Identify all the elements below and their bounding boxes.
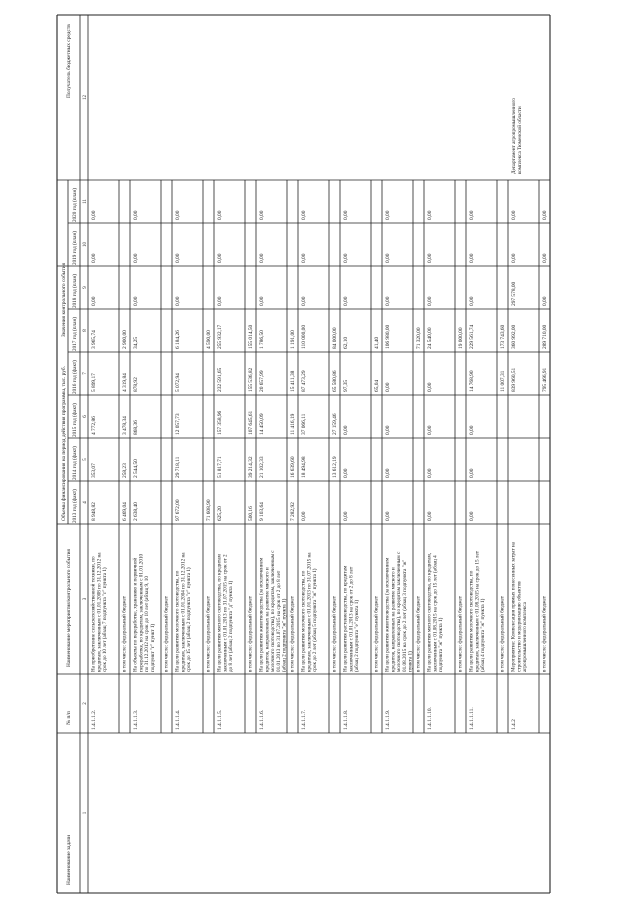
value-cell: 15 411,38 bbox=[290, 370, 296, 392]
value-cell: 0,00 bbox=[91, 296, 97, 306]
value-cell: 1 786,50 bbox=[259, 330, 265, 349]
table-row bbox=[247, 324, 255, 672]
row-number: 1.4.1.1.8. bbox=[343, 709, 349, 730]
header-indicator: Значения контрольного события bbox=[61, 262, 67, 337]
table-body bbox=[90, 98, 549, 730]
value-cell: 625,20 bbox=[217, 506, 223, 521]
event-text: в том числе: федеральный бюджет bbox=[247, 595, 254, 672]
value-cell: 20 657,99 bbox=[259, 370, 265, 392]
value-cell: 4 590,00 bbox=[206, 330, 212, 349]
event-text: На цели развития растениеводства, по кредитамзаключенным с 01.01.2013 на срок от 2 до 8 лет(абзац 2 подпункта "е" пункта 1) bbox=[342, 565, 361, 672]
event-text: в том числе: федеральный бюджет bbox=[499, 595, 506, 672]
value-cell: 0,00 bbox=[427, 253, 433, 263]
table-row bbox=[469, 210, 487, 730]
value-cell: 255 932,17 bbox=[217, 324, 223, 349]
table-row bbox=[132, 210, 156, 730]
value-cell: 97 672,00 bbox=[175, 499, 181, 521]
event-text: На цели развития животноводства (за исключениемкредитов, направленных на развитие мясного имолочного скотоводства), по кредитам заключенным с01.08.2015 на срок до 2 лет (абзац 3 подпункта "ж"пункта 1) bbox=[384, 551, 414, 672]
value-cell: 19 000,00 bbox=[458, 327, 464, 349]
value-cell: 0,00 bbox=[301, 511, 307, 521]
value-cell: 65,04 bbox=[374, 379, 380, 392]
row-number: 1.4.2 bbox=[511, 719, 517, 730]
value-cell: 62,10 bbox=[343, 336, 349, 349]
table-row bbox=[384, 210, 414, 730]
value-cell: 18 494,98 bbox=[301, 456, 307, 478]
value-cell: 71 320,00 bbox=[416, 327, 422, 349]
value-cell: 353,07 bbox=[91, 463, 97, 478]
value-cell: 155 014,50 bbox=[248, 324, 254, 349]
value-cell: 6 184,26 bbox=[175, 330, 181, 349]
value-cell: 0,00 bbox=[385, 210, 391, 220]
table-row bbox=[541, 210, 549, 672]
row-number: 1.4.1.1.3. bbox=[133, 709, 139, 730]
value-cell: 2 544,50 bbox=[133, 459, 139, 478]
value-cell: 155 536,82 bbox=[248, 367, 254, 392]
value-cell: 0,00 bbox=[511, 253, 517, 263]
event-text: в том числе: федеральный бюджет bbox=[331, 595, 338, 672]
header-num: № п/п bbox=[66, 711, 72, 725]
value-cell: 0,00 bbox=[469, 468, 475, 478]
value-cell: 232 591,65 bbox=[217, 367, 223, 392]
value-cell: 297 578,00 bbox=[511, 281, 517, 306]
column-number: 11 bbox=[83, 199, 88, 204]
value-cell: 2 638,40 bbox=[133, 502, 139, 521]
value-cell: 39 214,32 bbox=[248, 456, 254, 478]
value-cell: 0,00 bbox=[343, 511, 349, 521]
column-number: 6 bbox=[83, 415, 88, 418]
value-cell: 0,00 bbox=[542, 296, 548, 306]
value-cell: 0,00 bbox=[469, 210, 475, 220]
value-cell: 0,00 bbox=[427, 382, 433, 392]
event-text: в том числе: федеральный бюджет bbox=[121, 595, 128, 672]
table-row bbox=[511, 98, 529, 730]
value-cell: 0,00 bbox=[542, 253, 548, 263]
value-cell: 34,25 bbox=[133, 336, 139, 349]
value-cell: 0,00 bbox=[469, 511, 475, 521]
value-cell: 0,00 bbox=[301, 210, 307, 220]
value-cell: 868,36 bbox=[133, 420, 139, 435]
value-cell: 51 817,71 bbox=[217, 456, 223, 478]
row-number: 1.4.1.1.6. bbox=[259, 709, 265, 730]
event-text: в том числе: федеральный бюджет bbox=[373, 595, 380, 672]
event-text: На цели развития молочного скотоводства, покредитам, заключенным с 01.01.2004 по 31.12.2012 насрок до 15 лет (абзац 2 подпункта "г" пункта 1) bbox=[174, 552, 193, 672]
value-cell: 500,16 bbox=[248, 506, 254, 521]
value-cell: 5 899,17 bbox=[91, 373, 97, 392]
year-2017: 2017 год (план) bbox=[72, 317, 78, 351]
column-number: 3 bbox=[83, 597, 88, 601]
event-text: На цели развития молочного скотоводства, покредитам, заключенным с 01.01.2013 по 31.07.2015 насрок до 2 лет (абзац 5 подпункта "ж" пункта 1) bbox=[300, 552, 319, 672]
event-text: в том числе: федеральный бюджет bbox=[415, 595, 422, 672]
value-cell: 11 007,31 bbox=[500, 370, 506, 392]
value-cell: 11 416,19 bbox=[290, 413, 296, 435]
recipient-text: Департамент агропромышленногокомплекса Тюменской области bbox=[511, 98, 523, 174]
year-2019: 2019 год (план) bbox=[72, 231, 78, 265]
event-text: На цели развития мясного скотоводства, по кредитам,заключенным с 01.08.2015 на срок до 15 лет (абзац 4подпункта "ж" пункта 1) bbox=[426, 552, 445, 672]
value-cell: 97,35 bbox=[343, 379, 349, 392]
value-cell: 24 540,00 bbox=[427, 327, 433, 349]
value-cell: 173 743,60 bbox=[500, 324, 506, 349]
table-row bbox=[289, 330, 297, 672]
value-cell: 0,00 bbox=[343, 468, 349, 478]
header-recipient: Получатель бюджетных средств bbox=[66, 24, 72, 98]
event-text: в том числе: федеральный бюджет bbox=[541, 595, 548, 672]
table-row bbox=[343, 210, 361, 730]
table-row bbox=[205, 330, 213, 672]
column-numbers-row bbox=[83, 95, 88, 815]
value-cell: 0,00 bbox=[217, 296, 223, 306]
table-row bbox=[415, 327, 423, 672]
value-cell: 0,00 bbox=[91, 253, 97, 263]
value-cell: 37 066,11 bbox=[301, 413, 307, 435]
table-row bbox=[175, 210, 193, 730]
row-number: 1.4.1.1.2. bbox=[91, 709, 97, 730]
value-cell: 13 612,19 bbox=[332, 456, 338, 478]
value-cell: 3 965,74 bbox=[91, 330, 97, 349]
table-row bbox=[499, 324, 507, 672]
header-funding: Объемы финансирования на период действия программы, тыс. руб. bbox=[61, 366, 67, 521]
value-cell: 3 478,34 bbox=[122, 416, 128, 435]
table-row bbox=[121, 330, 129, 672]
value-cell: 0,00 bbox=[427, 425, 433, 435]
column-number: 12 bbox=[83, 95, 88, 100]
value-cell: 0,00 bbox=[385, 468, 391, 478]
value-cell: 0,00 bbox=[259, 210, 265, 220]
value-cell: 878,92 bbox=[133, 377, 139, 392]
column-number: 10 bbox=[83, 242, 88, 247]
value-cell: 65 580,86 bbox=[332, 370, 338, 392]
value-cell: 0,00 bbox=[469, 296, 475, 306]
value-cell: 0,00 bbox=[175, 253, 181, 263]
table-row bbox=[217, 210, 235, 730]
column-number: 5 bbox=[83, 458, 88, 461]
value-cell: 21 102,33 bbox=[259, 456, 265, 478]
event-text: На объекты по переработке, хранению и первичнойпереработке, по кредитам, заключенным с 01.01.2010по 31.12.2012 на срок до 10 лет (абзац 9, 10подпункт "г" пункт 1) bbox=[132, 553, 156, 672]
table-row bbox=[427, 210, 445, 730]
event-text: в том числе: федеральный бюджет bbox=[205, 595, 212, 672]
row-number: 1.4.1.1.5. bbox=[217, 709, 223, 730]
value-cell: 0,00 bbox=[343, 253, 349, 263]
column-number: 4 bbox=[83, 501, 88, 504]
value-cell: 157 358,96 bbox=[217, 410, 223, 435]
value-cell: 106 980,00 bbox=[385, 324, 391, 349]
header-event: Наименование мероприятия/контрольного события bbox=[66, 549, 72, 667]
row-number: 1.4.1.1.10. bbox=[427, 707, 433, 730]
value-cell: 29 718,11 bbox=[175, 456, 181, 478]
value-cell: 7 282,92 bbox=[290, 502, 296, 521]
value-cell: 0,00 bbox=[343, 425, 349, 435]
value-cell: 87 473,29 bbox=[301, 370, 307, 392]
value-cell: 84 000,00 bbox=[332, 327, 338, 349]
year-2014: 2014 год (факт) bbox=[72, 446, 78, 480]
event-text: в том числе: федеральный бюджет bbox=[289, 595, 296, 672]
column-number: 9 bbox=[83, 286, 88, 289]
value-cell: 0,00 bbox=[175, 296, 181, 306]
value-cell: 0,00 bbox=[385, 425, 391, 435]
value-cell: 27 159,46 bbox=[332, 413, 338, 435]
column-number: 2 bbox=[83, 702, 88, 705]
value-cell: 14 450,09 bbox=[259, 413, 265, 435]
table-row bbox=[90, 210, 109, 730]
value-cell: 360 992,00 bbox=[511, 324, 517, 349]
value-cell: 258,23 bbox=[122, 463, 128, 478]
header-task: Наименование задачи bbox=[66, 835, 72, 885]
value-cell: 0,00 bbox=[385, 296, 391, 306]
event-text: На цели развития животноводства (за исключениемкредитов, направленных на развитие мясного имолочного скотоводства), по кредитам, заключенным с01.01.2013 по 31.07.2015 на срок от 2 до 8 лет(абзац 2 подпункта "ж" пункта 1) bbox=[258, 550, 288, 672]
value-cell: 107 645,61 bbox=[248, 410, 254, 435]
column-number: 1 bbox=[83, 811, 88, 815]
event-text: На приобретение сельскохозяйственной техники, покредитам, заключенным с 01.01.2008 по 31.12.2012 насрок до 10 лет (абзац 7 подпункта "г" пункта 1) bbox=[90, 552, 109, 672]
table-grid bbox=[57, 15, 550, 893]
value-cell: 0,00 bbox=[427, 511, 433, 521]
value-cell: 0,00 bbox=[259, 296, 265, 306]
value-cell: 289 710,00 bbox=[542, 324, 548, 349]
value-cell: 0,00 bbox=[427, 296, 433, 306]
value-cell: 795 466,91 bbox=[542, 367, 548, 392]
value-cell: 4 772,86 bbox=[91, 416, 97, 435]
value-cell: 0,00 bbox=[469, 253, 475, 263]
value-cell: 4 319,84 bbox=[122, 373, 128, 392]
year-2013: 2013 год (факт) bbox=[72, 489, 78, 523]
value-cell: 0,00 bbox=[133, 296, 139, 306]
value-cell: 0,00 bbox=[427, 210, 433, 220]
value-cell: 1 191,00 bbox=[290, 330, 296, 349]
value-cell: 0,00 bbox=[133, 210, 139, 220]
value-cell: 0,00 bbox=[301, 253, 307, 263]
value-cell: 229 561,74 bbox=[469, 324, 475, 349]
table-row bbox=[301, 210, 319, 730]
value-cell: 14 768,90 bbox=[469, 370, 475, 392]
value-cell: 0,00 bbox=[542, 210, 548, 220]
value-cell: 6 469,04 bbox=[122, 502, 128, 521]
table-row bbox=[457, 327, 465, 672]
table-row bbox=[258, 210, 288, 730]
table-row bbox=[373, 337, 381, 672]
value-cell: 0,00 bbox=[385, 382, 391, 392]
event-text: Мероприятие: Компенсация прямых понесенных затрат настроительство и модернизацию объектовагропромышленного комплекса bbox=[510, 542, 529, 672]
event-text: в том числе: федеральный бюджет bbox=[163, 595, 170, 672]
table-row bbox=[163, 595, 170, 672]
year-2016: 2016 год (факт) bbox=[72, 360, 78, 394]
row-number: 1.4.1.1.11. bbox=[469, 707, 475, 730]
value-cell: 0,00 bbox=[91, 210, 97, 220]
value-cell: 5 072,94 bbox=[175, 373, 181, 392]
row-number: 1.4.1.1.9. bbox=[385, 709, 391, 730]
value-cell: 0,00 bbox=[343, 296, 349, 306]
event-text: На цели развития мясного скотоводства, по кредитамзаключенным с 01.01.2013 по 31.07.2015 на срок от 2до 8 лет (абзац 2 подпункта "д" пункта 1) bbox=[216, 554, 235, 672]
value-cell: 0,00 bbox=[343, 210, 349, 220]
value-cell: 0,00 bbox=[385, 253, 391, 263]
year-2015: 2015 год (факт) bbox=[72, 403, 78, 437]
value-cell: 0,00 bbox=[217, 253, 223, 263]
value-cell: 0,00 bbox=[259, 253, 265, 263]
year-2018: 2018 год (план) bbox=[72, 274, 78, 308]
value-cell: 0,00 bbox=[385, 511, 391, 521]
table-row bbox=[331, 327, 339, 672]
value-cell: 839 960,51 bbox=[511, 367, 517, 392]
value-cell: 9 103,64 bbox=[259, 502, 265, 521]
year-2020: 2020 год (план) bbox=[72, 188, 78, 222]
value-cell: 0,00 bbox=[217, 210, 223, 220]
value-cell: 71 608,90 bbox=[206, 499, 212, 521]
value-cell: 2 900,00 bbox=[122, 330, 128, 349]
value-cell: 41,40 bbox=[374, 336, 380, 349]
value-cell: 0,00 bbox=[469, 425, 475, 435]
event-text: в том числе: федеральный бюджет bbox=[457, 595, 464, 672]
value-cell: 110 000,00 bbox=[301, 324, 307, 349]
value-cell: 0,00 bbox=[175, 210, 181, 220]
value-cell: 0,00 bbox=[427, 468, 433, 478]
value-cell: 8 948,82 bbox=[91, 502, 97, 521]
row-number: 1.4.1.1.4. bbox=[175, 709, 181, 730]
column-number: 8 bbox=[83, 329, 88, 332]
value-cell: 0,00 bbox=[133, 253, 139, 263]
value-cell: 0,00 bbox=[511, 210, 517, 220]
event-text: На цели развития молочного скотоводства, покредитам, заключенным с 01.08.2015 на срок до 15 лет(абзац 4 подпункта "ж" пункта 1) bbox=[468, 550, 487, 672]
value-cell: 16 639,60 bbox=[290, 456, 296, 478]
row-number: 1.4.1.1.7. bbox=[301, 709, 307, 730]
value-cell: 0,00 bbox=[301, 296, 307, 306]
value-cell: 12 057,73 bbox=[175, 413, 181, 435]
column-number: 7 bbox=[83, 372, 88, 375]
